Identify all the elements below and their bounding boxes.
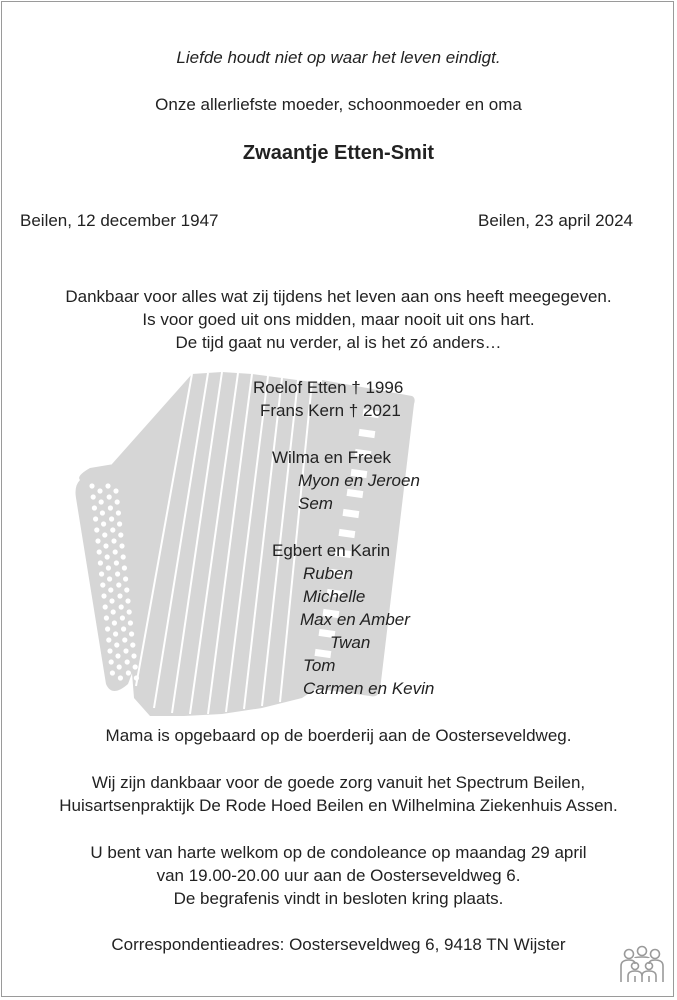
family-child: Sem [298,494,333,513]
family-child: Carmen en Kevin [303,679,435,698]
thanks-line: Wij zijn dankbaar voor de goede zorg vanuit het Spectrum Beilen, [91,773,586,792]
family-child: Tom [303,656,336,675]
family-grandchild: Twan [330,633,371,652]
correspondence-address: Correspondentieadres: Oosterseveldweg 6, 9418 TN Wijster [111,935,566,954]
family-child: Myon en Jeroen [298,471,420,490]
condolence-line: U bent van harte welkom op de condoleance op maandag 29 april [90,843,587,862]
motto: Liefde houdt niet op waar het leven eindigt. [176,48,501,67]
deceased-relative: Frans Kern † 2021 [260,401,401,420]
deceased-relative: Roelof Etten † 1996 [253,378,404,397]
family-child: Ruben [303,564,354,583]
intro-line: Onze allerliefste moeder, schoonmoeder en oma [155,95,522,114]
birth-date: Beilen, 12 december 1947 [20,211,219,230]
poem-line: Dankbaar voor alles wat zij tijdens het leven aan ons heeft meegegeven. [65,287,612,306]
death-date: Beilen, 23 april 2024 [477,211,633,230]
family-child: Michelle [303,587,366,606]
family-child: Max en Amber [300,610,410,629]
thanks-line: Huisartsenpraktijk De Rode Hoed Beilen en Wilhelmina Ziekenhuis Assen. [59,796,618,815]
family-icon [616,944,668,986]
poem-line: De tijd gaat nu verder, al is het zó anders… [175,333,502,352]
lying-in-state-text: Mama is opgebaard op de boerderij aan de Oosterseveldweg. [105,726,572,745]
condolence-line: De begrafenis vindt in besloten kring plaats. [173,889,504,908]
family-parents: Wilma en Freek [272,448,392,467]
poem-line: Is voor goed uit ons midden, maar nooit uit ons hart. [142,310,535,329]
deceased-name: Zwaantje Etten-Smit [242,142,435,164]
family-parents: Egbert en Karin [272,541,391,560]
condolence-line: van 19.00-20.00 uur aan de Oosterseveldweg 6. [156,866,521,885]
